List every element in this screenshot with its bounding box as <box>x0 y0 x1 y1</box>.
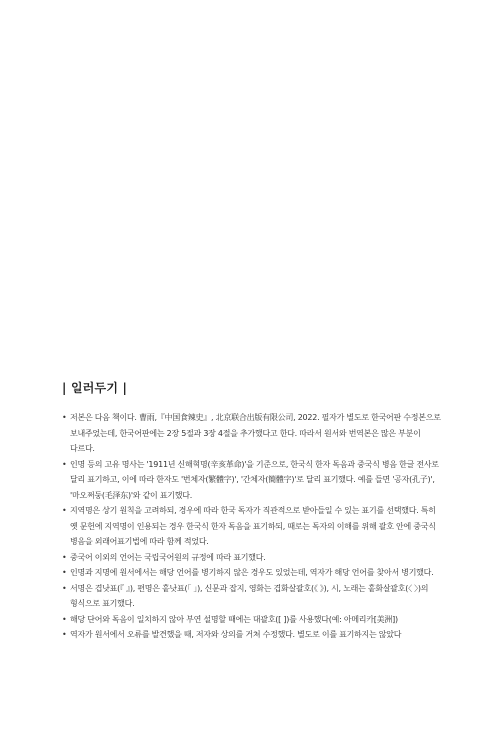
note-item: • 해당 단어와 독음이 일치하지 않아 부연 설명할 때에는 대괄호([ ])를 사용했다(예: 아메리카[美洲]) <box>62 612 442 628</box>
note-item: • 역자가 원서에서 오류를 발견했을 때, 저자와 상의를 거쳐 수정했다. 별도로 이를 표기하지는 않았다 <box>62 627 442 643</box>
note-item: • 인명과 지명에 원서에서는 해당 언어를 병기하지 않은 경우도 있었는데, 역자가 해당 언어를 찾아서 병기했다. <box>62 565 442 581</box>
note-item: • 저본은 다음 책이다. 曹雨,『中国食辣史』, 北京联合出版有限公司, 2022. 필자가 별도로 한국어판 수정본으로 보내주었는데, 한국어판에는 2장 5절과 3장 4절을 추가했다고 한다. 따라서 원서와 번역본은 많은 부분이 다르다. <box>62 410 442 457</box>
note-item: • 중국어 이외의 언어는 국립국어원의 규정에 따라 표기했다. <box>62 550 442 566</box>
notes-title: | 일러두기 | <box>62 381 128 395</box>
editorial-notes <box>62 380 442 643</box>
note-item: • 인명 등의 고유 명사는 '1911년 신해혁명(辛亥革命)'을 기준으로, 한국식 한자 독음과 중국식 병음 한글 전사로 달리 표기하고, 이에 따라 한자도 '번체자(繁體字)', '간체자(簡體字)'로 달리 표기했다. 예를 들면 '공자(孔子)', '마오쩌둥(毛泽东)'와 같이 표기했다. <box>62 457 442 504</box>
notes-list <box>62 410 442 643</box>
note-item: • 서명은 겹낫표(『 』), 편명은 홑낫표(「 」), 신문과 잡지, 영화는 겹화살괄호(《 》), 시, 노래는 홑화살괄호(〈 〉)의 형식으로 표기했다. <box>62 581 442 612</box>
note-item: • 지역명은 상기 원칙을 고려하되, 경우에 따라 한국 독자가 직관적으로 받아들일 수 있는 표기를 선택했다. 특히 옛 문헌에 지역명이 인용되는 경우 한국식 한자 독음을 표기하되, 때로는 독자의 이해를 위해 괄호 안에 중국식 병음을 외래어표기법에 따라 함께 적었다. <box>62 503 442 550</box>
